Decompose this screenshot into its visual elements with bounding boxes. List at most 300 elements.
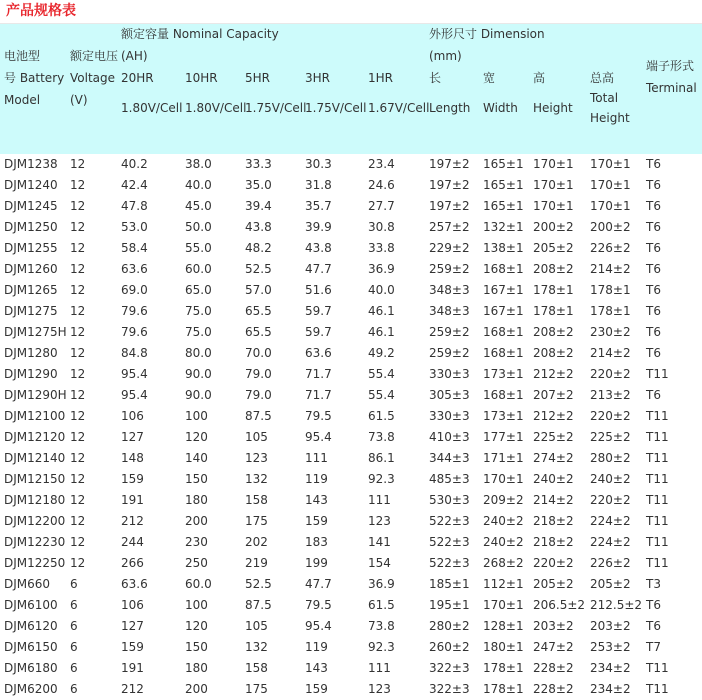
cell-cap-3hr: 39.9 bbox=[305, 220, 332, 234]
cell-terminal: T11 bbox=[646, 409, 669, 423]
cell-cap-3hr: 159 bbox=[305, 514, 328, 528]
cell-total-height: 170±1 bbox=[590, 199, 631, 213]
cell-cap-1hr: 111 bbox=[368, 493, 391, 507]
cell-cap-3hr: 30.3 bbox=[305, 157, 332, 171]
cell-cap-1hr: 23.4 bbox=[368, 157, 395, 171]
cell-height: 247±2 bbox=[533, 640, 574, 654]
cell-cap-20hr: 95.4 bbox=[121, 388, 148, 402]
cell-model: DJM6100 bbox=[4, 598, 58, 612]
cell-total-height: 234±2 bbox=[590, 682, 631, 696]
cell-total-height: 178±1 bbox=[590, 283, 631, 297]
cell-width: 138±1 bbox=[483, 241, 524, 255]
cell-height: 207±2 bbox=[533, 388, 574, 402]
cell-width: 168±1 bbox=[483, 346, 524, 360]
cell-cap-3hr: 183 bbox=[305, 535, 328, 549]
cell-total-height: 220±2 bbox=[590, 409, 631, 423]
cell-length: 197±2 bbox=[429, 178, 470, 192]
cell-cap-5hr: 219 bbox=[245, 556, 268, 570]
capacity-header: 额定容量 Nominal Capacity bbox=[121, 27, 279, 41]
cell-cap-1hr: 55.4 bbox=[368, 367, 395, 381]
cell-voltage: 12 bbox=[70, 493, 86, 507]
cell-voltage: 12 bbox=[70, 346, 86, 360]
cell-width: 240±2 bbox=[483, 514, 524, 528]
cell-width: 178±1 bbox=[483, 682, 524, 696]
cell-total-height: 280±2 bbox=[590, 451, 631, 465]
cell-length: 485±3 bbox=[429, 472, 470, 486]
cell-model: DJM1255 bbox=[4, 241, 58, 255]
width-header-en: Width bbox=[483, 101, 518, 115]
cell-terminal: T6 bbox=[646, 619, 661, 633]
table-row bbox=[0, 259, 702, 280]
cell-width: 128±1 bbox=[483, 619, 524, 633]
cell-width: 165±1 bbox=[483, 178, 524, 192]
dimension-unit: (mm) bbox=[429, 49, 462, 63]
cell-cap-1hr: 49.2 bbox=[368, 346, 395, 360]
cell-width: 168±1 bbox=[483, 325, 524, 339]
cell-cap-10hr: 65.0 bbox=[185, 283, 212, 297]
cell-cap-20hr: 212 bbox=[121, 682, 144, 696]
cell-terminal: T7 bbox=[646, 640, 661, 654]
cell-terminal: T6 bbox=[646, 304, 661, 318]
rate-20hr: 20HR bbox=[121, 71, 154, 85]
cell-cap-1hr: 46.1 bbox=[368, 325, 395, 339]
table-row bbox=[0, 490, 702, 511]
cutoff-10hr: 1.80V/Cell bbox=[185, 101, 247, 115]
table-row bbox=[0, 658, 702, 679]
cell-height: 228±2 bbox=[533, 682, 574, 696]
cell-cap-20hr: 79.6 bbox=[121, 304, 148, 318]
cell-total-height: 178±1 bbox=[590, 304, 631, 318]
rate-10hr: 10HR bbox=[185, 71, 218, 85]
cell-total-height: 170±1 bbox=[590, 157, 631, 171]
cell-cap-3hr: 143 bbox=[305, 493, 328, 507]
terminal-header-cn: 端子形式 bbox=[646, 59, 695, 73]
cell-length: 280±2 bbox=[429, 619, 470, 633]
cell-model: DJM6150 bbox=[4, 640, 58, 654]
cell-terminal: T11 bbox=[646, 493, 669, 507]
cell-terminal: T6 bbox=[646, 262, 661, 276]
cell-height: 205±2 bbox=[533, 577, 574, 591]
cell-height: 203±2 bbox=[533, 619, 574, 633]
cell-cap-5hr: 87.5 bbox=[245, 598, 272, 612]
cell-height: 212±2 bbox=[533, 409, 574, 423]
cell-cap-10hr: 150 bbox=[185, 472, 208, 486]
cell-cap-3hr: 95.4 bbox=[305, 619, 332, 633]
height-header-cn: 高 bbox=[533, 71, 546, 85]
cell-cap-5hr: 202 bbox=[245, 535, 268, 549]
title-bar bbox=[0, 0, 702, 24]
cell-width: 167±1 bbox=[483, 304, 524, 318]
cell-voltage: 12 bbox=[70, 535, 86, 549]
width-header-cn: 宽 bbox=[483, 71, 496, 85]
cell-length: 322±3 bbox=[429, 661, 470, 675]
cell-height: 214±2 bbox=[533, 493, 574, 507]
cell-voltage: 12 bbox=[70, 178, 86, 192]
cell-model: DJM660 bbox=[4, 577, 51, 591]
cell-cap-20hr: 69.0 bbox=[121, 283, 148, 297]
cell-width: 168±1 bbox=[483, 262, 524, 276]
cell-voltage: 12 bbox=[70, 220, 86, 234]
cell-length: 229±2 bbox=[429, 241, 470, 255]
cell-cap-1hr: 123 bbox=[368, 682, 391, 696]
rate-3hr: 3HR bbox=[305, 71, 330, 85]
cell-length: 259±2 bbox=[429, 262, 470, 276]
cell-cap-5hr: 52.5 bbox=[245, 262, 272, 276]
cell-cap-1hr: 92.3 bbox=[368, 640, 395, 654]
cell-total-height: 253±2 bbox=[590, 640, 631, 654]
cell-voltage: 6 bbox=[70, 619, 78, 633]
cell-model: DJM1238 bbox=[4, 157, 58, 171]
cell-cap-20hr: 58.4 bbox=[121, 241, 148, 255]
cell-cap-10hr: 50.0 bbox=[185, 220, 212, 234]
cell-length: 260±2 bbox=[429, 640, 470, 654]
cell-cap-3hr: 71.7 bbox=[305, 388, 332, 402]
cell-length: 522±3 bbox=[429, 556, 470, 570]
cell-cap-20hr: 63.6 bbox=[121, 262, 148, 276]
cell-height: 228±2 bbox=[533, 661, 574, 675]
table-row bbox=[0, 595, 702, 616]
total-height-header-en: Total bbox=[590, 91, 619, 105]
cell-cap-20hr: 106 bbox=[121, 598, 144, 612]
cell-cap-3hr: 199 bbox=[305, 556, 328, 570]
cell-cap-10hr: 150 bbox=[185, 640, 208, 654]
cell-cap-20hr: 127 bbox=[121, 430, 144, 444]
cell-cap-1hr: 36.9 bbox=[368, 262, 395, 276]
cell-cap-20hr: 244 bbox=[121, 535, 144, 549]
cell-height: 200±2 bbox=[533, 220, 574, 234]
cell-cap-3hr: 111 bbox=[305, 451, 328, 465]
table-row bbox=[0, 427, 702, 448]
voltage-header-cn: 额定电压 bbox=[70, 49, 119, 63]
cell-cap-5hr: 35.0 bbox=[245, 178, 272, 192]
cell-height: 274±2 bbox=[533, 451, 574, 465]
cell-cap-5hr: 43.8 bbox=[245, 220, 272, 234]
cell-total-height: 230±2 bbox=[590, 325, 631, 339]
cell-cap-10hr: 200 bbox=[185, 682, 208, 696]
cell-cap-20hr: 79.6 bbox=[121, 325, 148, 339]
cell-height: 206.5±2 bbox=[533, 598, 586, 612]
cell-voltage: 12 bbox=[70, 556, 86, 570]
cell-cap-3hr: 47.7 bbox=[305, 262, 332, 276]
cell-length: 305±3 bbox=[429, 388, 470, 402]
cell-cap-10hr: 120 bbox=[185, 619, 208, 633]
cell-model: DJM6200 bbox=[4, 682, 58, 696]
cell-cap-3hr: 43.8 bbox=[305, 241, 332, 255]
rate-5hr: 5HR bbox=[245, 71, 270, 85]
cell-height: 208±2 bbox=[533, 346, 574, 360]
cell-cap-5hr: 123 bbox=[245, 451, 268, 465]
table-row bbox=[0, 385, 702, 406]
total-height-header-cn: 总高 bbox=[590, 71, 615, 85]
cell-cap-1hr: 24.6 bbox=[368, 178, 395, 192]
cell-cap-10hr: 45.0 bbox=[185, 199, 212, 213]
cell-cap-20hr: 148 bbox=[121, 451, 144, 465]
cell-cap-10hr: 100 bbox=[185, 598, 208, 612]
cell-cap-1hr: 73.8 bbox=[368, 430, 395, 444]
cell-terminal: T6 bbox=[646, 241, 661, 255]
cell-length: 322±3 bbox=[429, 682, 470, 696]
cell-cap-20hr: 159 bbox=[121, 472, 144, 486]
cell-cap-5hr: 52.5 bbox=[245, 577, 272, 591]
cell-length: 197±2 bbox=[429, 157, 470, 171]
cell-width: 177±1 bbox=[483, 430, 524, 444]
rate-1hr: 1HR bbox=[368, 71, 393, 85]
cell-cap-10hr: 60.0 bbox=[185, 577, 212, 591]
cell-width: 268±2 bbox=[483, 556, 524, 570]
cell-cap-5hr: 158 bbox=[245, 493, 268, 507]
cell-cap-20hr: 266 bbox=[121, 556, 144, 570]
cell-width: 170±1 bbox=[483, 472, 524, 486]
cell-terminal: T6 bbox=[646, 598, 661, 612]
cell-cap-20hr: 127 bbox=[121, 619, 144, 633]
cell-cap-10hr: 60.0 bbox=[185, 262, 212, 276]
length-header-en: Length bbox=[429, 101, 471, 115]
cell-length: 522±3 bbox=[429, 535, 470, 549]
cell-cap-10hr: 140 bbox=[185, 451, 208, 465]
table-row bbox=[0, 532, 702, 553]
cell-voltage: 12 bbox=[70, 514, 86, 528]
cell-cap-20hr: 40.2 bbox=[121, 157, 148, 171]
cell-width: 178±1 bbox=[483, 661, 524, 675]
cutoff-3hr: 1.75V/Cell bbox=[305, 101, 367, 115]
cell-model: DJM12140 bbox=[4, 451, 66, 465]
cell-width: 167±1 bbox=[483, 283, 524, 297]
cell-voltage: 12 bbox=[70, 241, 86, 255]
cell-cap-5hr: 87.5 bbox=[245, 409, 272, 423]
cell-length: 330±3 bbox=[429, 367, 470, 381]
cell-terminal: T6 bbox=[646, 346, 661, 360]
cell-length: 348±3 bbox=[429, 283, 470, 297]
cell-model: DJM1260 bbox=[4, 262, 58, 276]
cutoff-20hr: 1.80V/Cell bbox=[121, 101, 183, 115]
cell-cap-5hr: 48.2 bbox=[245, 241, 272, 255]
cell-width: 171±1 bbox=[483, 451, 524, 465]
cell-cap-20hr: 191 bbox=[121, 493, 144, 507]
cell-voltage: 12 bbox=[70, 157, 86, 171]
table-row bbox=[0, 553, 702, 574]
cell-length: 330±3 bbox=[429, 409, 470, 423]
cell-total-height: 213±2 bbox=[590, 388, 631, 402]
cell-cap-20hr: 212 bbox=[121, 514, 144, 528]
cell-cap-5hr: 57.0 bbox=[245, 283, 272, 297]
cell-cap-1hr: 46.1 bbox=[368, 304, 395, 318]
cell-total-height: 224±2 bbox=[590, 514, 631, 528]
table-row bbox=[0, 238, 702, 259]
cell-height: 212±2 bbox=[533, 367, 574, 381]
cell-height: 170±1 bbox=[533, 157, 574, 171]
cell-cap-20hr: 47.8 bbox=[121, 199, 148, 213]
cell-cap-10hr: 90.0 bbox=[185, 367, 212, 381]
cell-cap-1hr: 123 bbox=[368, 514, 391, 528]
cell-terminal: T11 bbox=[646, 367, 669, 381]
cell-length: 410±3 bbox=[429, 430, 470, 444]
voltage-header-en: Voltage bbox=[70, 71, 116, 85]
cell-cap-5hr: 65.5 bbox=[245, 325, 272, 339]
capacity-unit: (AH) bbox=[121, 49, 148, 63]
cell-cap-5hr: 105 bbox=[245, 619, 268, 633]
cell-terminal: T11 bbox=[646, 430, 669, 444]
cell-cap-20hr: 53.0 bbox=[121, 220, 148, 234]
cell-cap-1hr: 30.8 bbox=[368, 220, 395, 234]
height-header-en: Height bbox=[533, 101, 573, 115]
cell-length: 195±1 bbox=[429, 598, 470, 612]
cell-model: DJM1275H bbox=[4, 325, 67, 339]
cell-cap-5hr: 65.5 bbox=[245, 304, 272, 318]
cell-voltage: 12 bbox=[70, 325, 86, 339]
table-body bbox=[0, 154, 702, 700]
cell-cap-1hr: 61.5 bbox=[368, 598, 395, 612]
cell-model: DJM12230 bbox=[4, 535, 66, 549]
cell-cap-3hr: 63.6 bbox=[305, 346, 332, 360]
cell-cap-1hr: 61.5 bbox=[368, 409, 395, 423]
cell-cap-1hr: 36.9 bbox=[368, 577, 395, 591]
table-header bbox=[0, 24, 702, 154]
cell-model: DJM1245 bbox=[4, 199, 58, 213]
cell-height: 178±1 bbox=[533, 304, 574, 318]
cell-cap-5hr: 39.4 bbox=[245, 199, 272, 213]
cell-length: 185±1 bbox=[429, 577, 470, 591]
cell-total-height: 225±2 bbox=[590, 430, 631, 444]
cell-cap-3hr: 95.4 bbox=[305, 430, 332, 444]
cell-width: 132±1 bbox=[483, 220, 524, 234]
cell-voltage: 12 bbox=[70, 367, 86, 381]
cell-terminal: T11 bbox=[646, 661, 669, 675]
cell-total-height: 226±2 bbox=[590, 241, 631, 255]
cell-cap-1hr: 55.4 bbox=[368, 388, 395, 402]
table-row bbox=[0, 574, 702, 595]
cell-terminal: T6 bbox=[646, 157, 661, 171]
table-row bbox=[0, 616, 702, 637]
table-row bbox=[0, 280, 702, 301]
cell-length: 530±3 bbox=[429, 493, 470, 507]
cell-cap-3hr: 51.6 bbox=[305, 283, 332, 297]
cell-voltage: 12 bbox=[70, 409, 86, 423]
cell-width: 240±2 bbox=[483, 535, 524, 549]
cell-length: 257±2 bbox=[429, 220, 470, 234]
cell-width: 112±1 bbox=[483, 577, 524, 591]
cell-cap-10hr: 200 bbox=[185, 514, 208, 528]
cell-cap-5hr: 79.0 bbox=[245, 388, 272, 402]
cell-model: DJM1250 bbox=[4, 220, 58, 234]
cell-cap-1hr: 111 bbox=[368, 661, 391, 675]
cell-terminal: T3 bbox=[646, 577, 661, 591]
cell-cap-1hr: 141 bbox=[368, 535, 391, 549]
cell-total-height: 203±2 bbox=[590, 619, 631, 633]
cell-model: DJM1280 bbox=[4, 346, 58, 360]
cell-terminal: T6 bbox=[646, 220, 661, 234]
cell-length: 522±3 bbox=[429, 514, 470, 528]
cell-total-height: 220±2 bbox=[590, 493, 631, 507]
cell-cap-1hr: 73.8 bbox=[368, 619, 395, 633]
cell-total-height: 224±2 bbox=[590, 535, 631, 549]
cell-cap-5hr: 132 bbox=[245, 472, 268, 486]
cell-terminal: T6 bbox=[646, 178, 661, 192]
cell-cap-10hr: 100 bbox=[185, 409, 208, 423]
cell-cap-1hr: 154 bbox=[368, 556, 391, 570]
cell-height: 208±2 bbox=[533, 262, 574, 276]
cell-model: DJM12250 bbox=[4, 556, 66, 570]
table-row bbox=[0, 343, 702, 364]
cell-cap-5hr: 105 bbox=[245, 430, 268, 444]
cell-length: 197±2 bbox=[429, 199, 470, 213]
cell-cap-5hr: 175 bbox=[245, 682, 268, 696]
table-row bbox=[0, 511, 702, 532]
cell-cap-3hr: 35.7 bbox=[305, 199, 332, 213]
cell-cap-3hr: 79.5 bbox=[305, 409, 332, 423]
cell-cap-20hr: 63.6 bbox=[121, 577, 148, 591]
cell-voltage: 6 bbox=[70, 661, 78, 675]
cell-cap-3hr: 119 bbox=[305, 640, 328, 654]
cell-cap-5hr: 175 bbox=[245, 514, 268, 528]
cell-height: 208±2 bbox=[533, 325, 574, 339]
cutoff-5hr: 1.75V/Cell bbox=[245, 101, 307, 115]
cell-height: 170±1 bbox=[533, 199, 574, 213]
cell-voltage: 12 bbox=[70, 262, 86, 276]
model-header-en: 号 Battery bbox=[4, 71, 65, 85]
voltage-header-unit: (V) bbox=[70, 93, 88, 107]
cell-total-height: 205±2 bbox=[590, 577, 631, 591]
cell-cap-5hr: 33.3 bbox=[245, 157, 272, 171]
cell-terminal: T6 bbox=[646, 325, 661, 339]
cell-voltage: 6 bbox=[70, 682, 78, 696]
table-row bbox=[0, 637, 702, 658]
cell-model: DJM12100 bbox=[4, 409, 66, 423]
cell-total-height: 170±1 bbox=[590, 178, 631, 192]
cell-cap-3hr: 71.7 bbox=[305, 367, 332, 381]
cell-total-height: 220±2 bbox=[590, 367, 631, 381]
cell-model: DJM1290 bbox=[4, 367, 58, 381]
cell-cap-20hr: 191 bbox=[121, 661, 144, 675]
cell-terminal: T11 bbox=[646, 682, 669, 696]
cell-height: 205±2 bbox=[533, 241, 574, 255]
cell-cap-10hr: 180 bbox=[185, 493, 208, 507]
cell-model: DJM1275 bbox=[4, 304, 58, 318]
cell-cap-10hr: 38.0 bbox=[185, 157, 212, 171]
cell-voltage: 6 bbox=[70, 598, 78, 612]
cell-terminal: T6 bbox=[646, 199, 661, 213]
cell-terminal: T11 bbox=[646, 451, 669, 465]
cell-cap-3hr: 159 bbox=[305, 682, 328, 696]
table-row bbox=[0, 301, 702, 322]
cell-cap-10hr: 55.0 bbox=[185, 241, 212, 255]
cell-cap-1hr: 33.8 bbox=[368, 241, 395, 255]
cell-height: 225±2 bbox=[533, 430, 574, 444]
cell-cap-3hr: 47.7 bbox=[305, 577, 332, 591]
cell-model: DJM1290H bbox=[4, 388, 67, 402]
model-header-cn: 电池型 bbox=[4, 49, 41, 63]
table-row bbox=[0, 196, 702, 217]
cell-height: 218±2 bbox=[533, 535, 574, 549]
cell-model: DJM12200 bbox=[4, 514, 66, 528]
cell-width: 165±1 bbox=[483, 199, 524, 213]
cell-cap-3hr: 79.5 bbox=[305, 598, 332, 612]
cell-cap-10hr: 250 bbox=[185, 556, 208, 570]
page-title: 产品规格表 bbox=[6, 3, 76, 19]
table-row bbox=[0, 175, 702, 196]
cell-cap-20hr: 106 bbox=[121, 409, 144, 423]
cell-cap-10hr: 90.0 bbox=[185, 388, 212, 402]
cell-voltage: 12 bbox=[70, 283, 86, 297]
cell-model: DJM1265 bbox=[4, 283, 58, 297]
cell-model: DJM1240 bbox=[4, 178, 58, 192]
cell-total-height: 214±2 bbox=[590, 262, 631, 276]
cell-cap-10hr: 80.0 bbox=[185, 346, 212, 360]
cell-cap-1hr: 27.7 bbox=[368, 199, 395, 213]
cell-model: DJM12180 bbox=[4, 493, 66, 507]
cell-height: 218±2 bbox=[533, 514, 574, 528]
cell-cap-1hr: 86.1 bbox=[368, 451, 395, 465]
cell-terminal: T11 bbox=[646, 556, 669, 570]
